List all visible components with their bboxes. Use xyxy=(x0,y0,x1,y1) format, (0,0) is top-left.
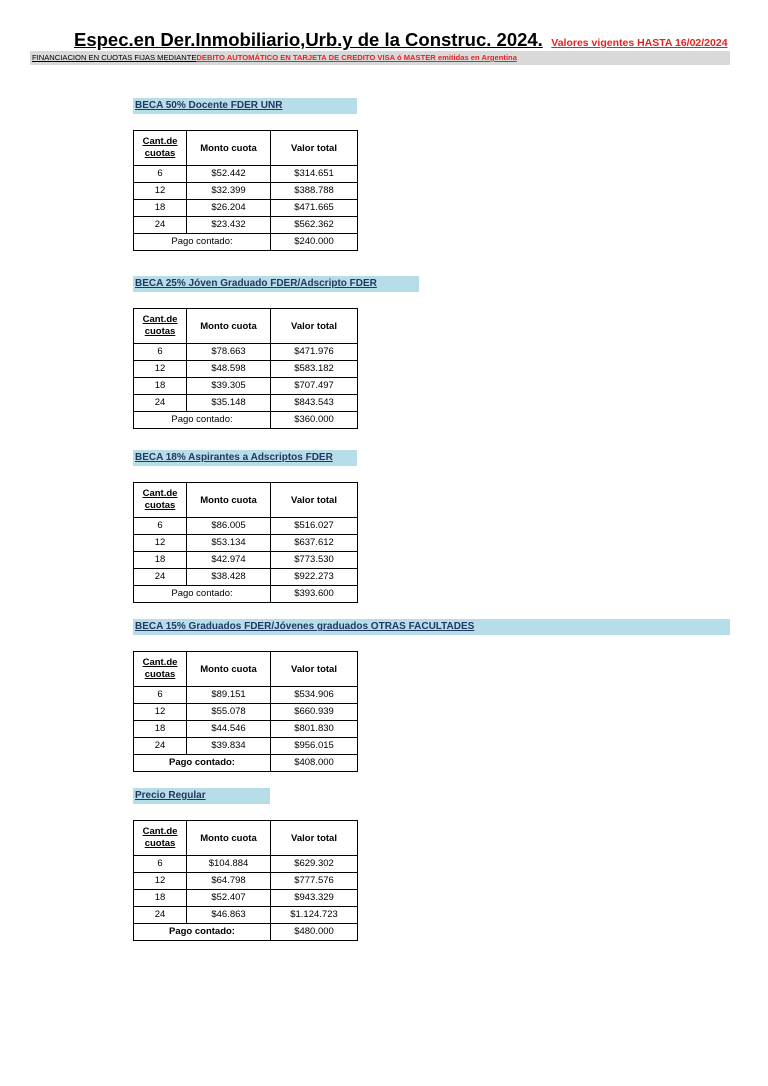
table-header-row xyxy=(134,309,358,344)
cell-cuotas: 18 xyxy=(134,890,187,907)
col-installments-header: Cant.de cuotas xyxy=(134,131,187,166)
cell-total: $534.906 xyxy=(271,687,358,704)
cell-total: $777.576 xyxy=(271,873,358,890)
validity-note: Valores vigentes HASTA 16/02/2024 xyxy=(551,37,728,49)
section-beca-25 xyxy=(133,276,419,429)
cell-monto: $39.834 xyxy=(187,738,271,755)
table-row xyxy=(134,200,358,217)
cell-cuotas: 18 xyxy=(134,721,187,738)
cell-total: $516.027 xyxy=(271,518,358,535)
table-row xyxy=(134,569,358,586)
col-total-value-header: Valor total xyxy=(271,483,358,518)
cell-total: $943.329 xyxy=(271,890,358,907)
table-row xyxy=(134,183,358,200)
cash-payment-row xyxy=(134,755,358,772)
cell-total: $843.543 xyxy=(271,395,358,412)
cash-payment-label: Pago contado: xyxy=(134,412,271,429)
col-installments-header: Cant.de cuotas xyxy=(134,821,187,856)
table-row xyxy=(134,907,358,924)
section-title: BECA 18% Aspirantes a Adscriptos FDER xyxy=(133,450,357,466)
col-total-value-header: Valor total xyxy=(271,821,358,856)
cash-payment-value: $240.000 xyxy=(271,234,358,251)
col-monthly-fee-header: Monto cuota xyxy=(187,483,271,518)
cell-monto: $104.884 xyxy=(187,856,271,873)
cell-cuotas: 18 xyxy=(134,378,187,395)
table-row xyxy=(134,890,358,907)
section-title: BECA 15% Graduados FDER/Jóvenes graduados OTRAS FACULTADES xyxy=(133,619,730,635)
table-row xyxy=(134,535,358,552)
table-row xyxy=(134,217,358,234)
cell-cuotas: 24 xyxy=(134,738,187,755)
table-row xyxy=(134,873,358,890)
cash-payment-row xyxy=(134,234,358,251)
cell-monto: $52.407 xyxy=(187,890,271,907)
cell-cuotas: 6 xyxy=(134,166,187,183)
cell-total: $801.830 xyxy=(271,721,358,738)
cell-cuotas: 12 xyxy=(134,535,187,552)
cell-monto: $39.305 xyxy=(187,378,271,395)
cell-total: $922.273 xyxy=(271,569,358,586)
cell-monto: $42.974 xyxy=(187,552,271,569)
section-title: BECA 25% Jóven Graduado FDER/Adscripto FDER xyxy=(133,276,419,292)
col-monthly-fee-header: Monto cuota xyxy=(187,309,271,344)
col-installments-header: Cant.de cuotas xyxy=(134,309,187,344)
cell-monto: $55.078 xyxy=(187,704,271,721)
table-row xyxy=(134,856,358,873)
table-row xyxy=(134,395,358,412)
cell-monto: $32.399 xyxy=(187,183,271,200)
cell-cuotas: 24 xyxy=(134,569,187,586)
cell-cuotas: 24 xyxy=(134,395,187,412)
section-title: BECA 50% Docente FDER UNR xyxy=(133,98,357,114)
cell-cuotas: 24 xyxy=(134,217,187,234)
cell-cuotas: 12 xyxy=(134,873,187,890)
cell-total: $637.612 xyxy=(271,535,358,552)
cell-total: $1.124.723 xyxy=(271,907,358,924)
cell-total: $471.976 xyxy=(271,344,358,361)
cell-total: $314.651 xyxy=(271,166,358,183)
cell-cuotas: 24 xyxy=(134,907,187,924)
cell-monto: $53.134 xyxy=(187,535,271,552)
cash-payment-label: Pago contado: xyxy=(134,234,271,251)
cash-payment-label: Pago contado: xyxy=(134,586,271,603)
table-header-row xyxy=(134,131,358,166)
cell-cuotas: 6 xyxy=(134,856,187,873)
cell-cuotas: 12 xyxy=(134,183,187,200)
cell-monto: $78.663 xyxy=(187,344,271,361)
section-beca-50 xyxy=(133,98,358,251)
table-row xyxy=(134,166,358,183)
cell-total: $562.362 xyxy=(271,217,358,234)
cell-total: $583.182 xyxy=(271,361,358,378)
cell-monto: $26.204 xyxy=(187,200,271,217)
cell-monto: $46.863 xyxy=(187,907,271,924)
cell-total: $471.665 xyxy=(271,200,358,217)
cell-monto: $23.432 xyxy=(187,217,271,234)
financing-method: DEBITO AUTOMÁTICO EN TARJETA DE CREDITO VISA ó MASTER emitidas en Argentina xyxy=(196,53,517,62)
financing-lead: FINANCIACION EN CUOTAS FIJAS MEDIANTE xyxy=(32,53,197,62)
cash-payment-label: Pago contado: xyxy=(134,924,271,941)
col-installments-header: Cant.de cuotas xyxy=(134,652,187,687)
cell-monto: $86.005 xyxy=(187,518,271,535)
table-header-row xyxy=(134,821,358,856)
cash-payment-label: Pago contado: xyxy=(134,755,271,772)
col-total-value-header: Valor total xyxy=(271,131,358,166)
cell-cuotas: 12 xyxy=(134,361,187,378)
table-row xyxy=(134,704,358,721)
col-monthly-fee-header: Monto cuota xyxy=(187,131,271,166)
table-row xyxy=(134,721,358,738)
section-precio-regular xyxy=(133,788,358,941)
cell-total: $388.788 xyxy=(271,183,358,200)
table-row xyxy=(134,361,358,378)
table-header-row xyxy=(134,483,358,518)
table-row xyxy=(134,552,358,569)
cash-payment-value: $480.000 xyxy=(271,924,358,941)
cell-total: $707.497 xyxy=(271,378,358,395)
col-monthly-fee-header: Monto cuota xyxy=(187,652,271,687)
section-beca-18 xyxy=(133,450,358,603)
cell-total: $660.939 xyxy=(271,704,358,721)
cell-cuotas: 18 xyxy=(134,552,187,569)
page-title: Espec.en Der.Inmobiliario,Urb.y de la Construc. 2024. xyxy=(74,29,543,50)
cell-cuotas: 6 xyxy=(134,518,187,535)
section-beca-15 xyxy=(133,619,730,772)
cash-payment-value: $408.000 xyxy=(271,755,358,772)
cell-cuotas: 6 xyxy=(134,687,187,704)
cell-total: $629.302 xyxy=(271,856,358,873)
cell-cuotas: 12 xyxy=(134,704,187,721)
section-title: Precio Regular xyxy=(133,788,270,804)
table-header-row xyxy=(134,652,358,687)
col-total-value-header: Valor total xyxy=(271,652,358,687)
price-table xyxy=(133,482,358,603)
cell-monto: $89.151 xyxy=(187,687,271,704)
price-table xyxy=(133,130,358,251)
financing-banner xyxy=(30,51,730,65)
table-row xyxy=(134,518,358,535)
table-row xyxy=(134,344,358,361)
cell-monto: $38.428 xyxy=(187,569,271,586)
price-table xyxy=(133,651,358,772)
cell-total: $773.530 xyxy=(271,552,358,569)
cell-cuotas: 18 xyxy=(134,200,187,217)
price-table xyxy=(133,308,358,429)
cell-total: $956.015 xyxy=(271,738,358,755)
page-title-line xyxy=(74,29,728,51)
cash-payment-row xyxy=(134,924,358,941)
price-table xyxy=(133,820,358,941)
cash-payment-value: $393.600 xyxy=(271,586,358,603)
col-total-value-header: Valor total xyxy=(271,309,358,344)
table-row xyxy=(134,687,358,704)
cash-payment-row xyxy=(134,586,358,603)
cell-monto: $44.546 xyxy=(187,721,271,738)
table-row xyxy=(134,738,358,755)
col-installments-header: Cant.de cuotas xyxy=(134,483,187,518)
cell-monto: $64.798 xyxy=(187,873,271,890)
cell-monto: $52.442 xyxy=(187,166,271,183)
cell-monto: $35.148 xyxy=(187,395,271,412)
cash-payment-row xyxy=(134,412,358,429)
table-row xyxy=(134,378,358,395)
cash-payment-value: $360.000 xyxy=(271,412,358,429)
cell-monto: $48.598 xyxy=(187,361,271,378)
col-monthly-fee-header: Monto cuota xyxy=(187,821,271,856)
cell-cuotas: 6 xyxy=(134,344,187,361)
